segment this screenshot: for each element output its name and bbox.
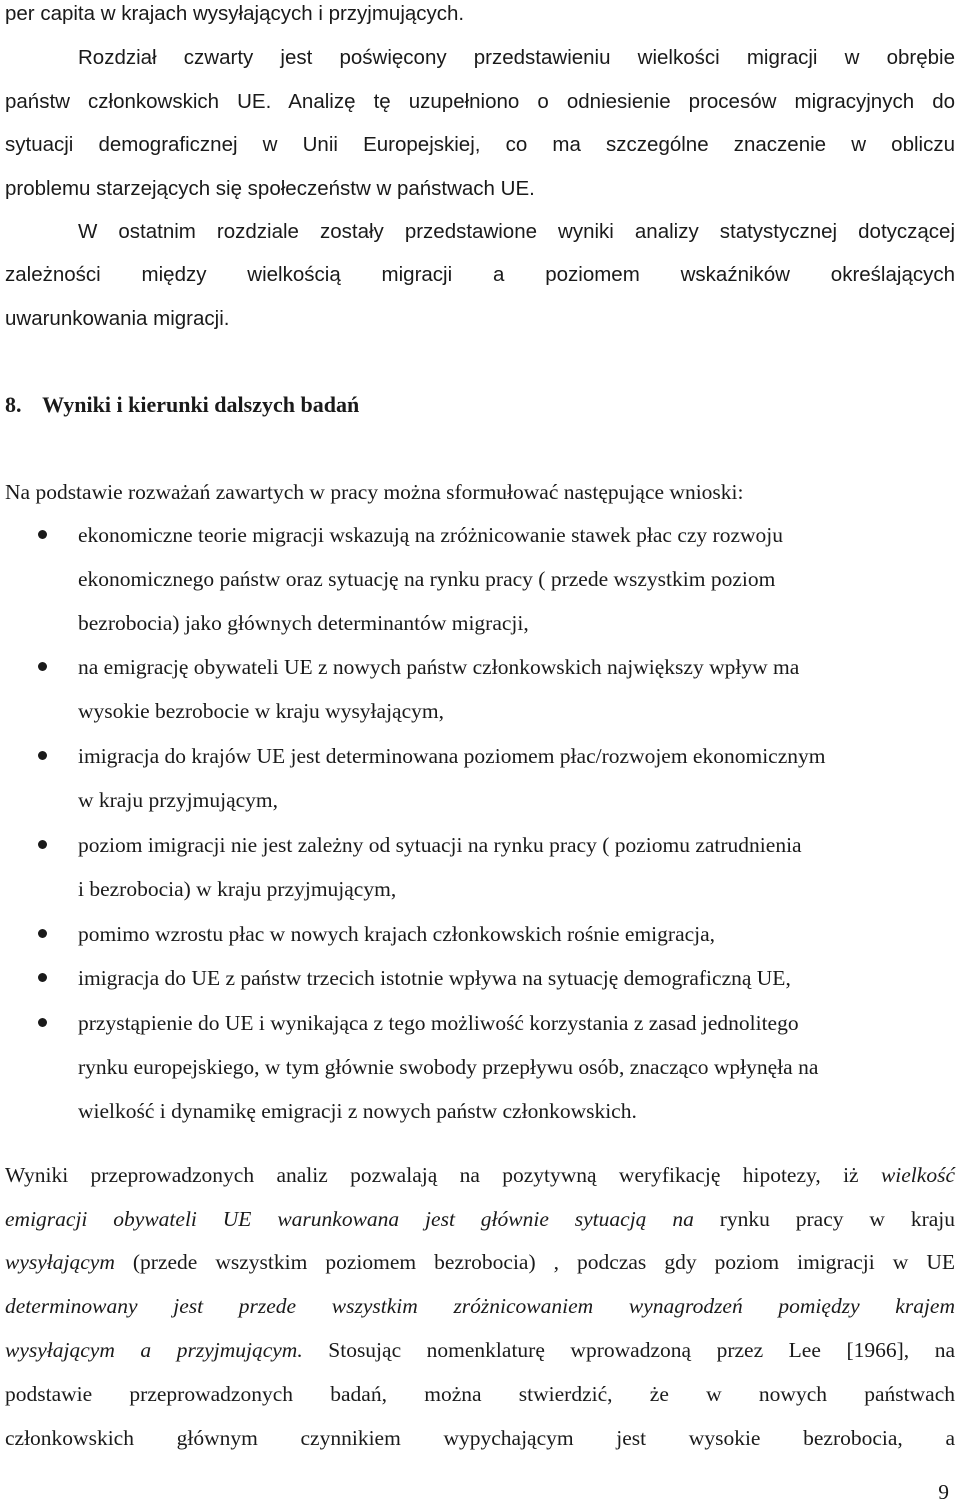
- list-item-line: przystąpienie do UE i wynikająca z tego możliwość korzystania z zasad jednolitego: [78, 1011, 799, 1035]
- final-line-3-italic: wysyłającym: [5, 1250, 115, 1274]
- list-item-line: imigracja do UE z państw trzecich istotnie wpływa na sytuację demograficzną UE,: [78, 966, 791, 990]
- bullet-icon: [38, 973, 47, 982]
- final-line-4: determinowany jest przede wszystkim zróżnicowaniem wynagrodzeń pomiędzy krajem: [5, 1294, 955, 1318]
- final-line-5: [5, 1340, 955, 1362]
- list-item-line: na emigrację obywateli UE z nowych państw członkowskich największy wpływ ma: [78, 655, 800, 679]
- final-line-3: [5, 1252, 955, 1274]
- final-line-1-italic: wielkość: [880, 1163, 955, 1187]
- conclusions-intro: Na podstawie rozważań zawartych w pracy można sformułować następujące wnioski:: [5, 480, 744, 504]
- section-number: 8.: [5, 392, 22, 417]
- final-line-2: [5, 1209, 955, 1231]
- bullet-icon: [38, 530, 47, 539]
- list-item-line: wysokie bezrobocie w kraju wysyłającym,: [78, 699, 444, 723]
- bullet-icon: [38, 840, 47, 849]
- last-chapter-line-1: W ostatnim rozdziale zostały przedstawione wyniki analizy statystycznej dotyczącej: [78, 220, 955, 243]
- section-heading: [5, 394, 955, 416]
- final-line-1: [5, 1165, 955, 1187]
- bullet-icon: [38, 662, 47, 671]
- list-item-line: i bezrobocia) w kraju przyjmującym,: [78, 877, 397, 901]
- final-line-3-text: (przede wszystkim poziomem bezrobocia) , podczas gdy poziom imigracji w UE: [114, 1250, 955, 1274]
- bullet-icon: [38, 1018, 47, 1027]
- chapter4-line-4: problemu starzejących się społeczeństw w państwach UE.: [5, 177, 535, 200]
- list-item-line: bezrobocia) jako głównych determinantów migracji,: [78, 611, 529, 635]
- final-line-2-italic: emigracji obywateli UE warunkowana jest głównie sytuacją na: [5, 1207, 720, 1231]
- list-item-line: ekonomicznego państw oraz sytuację na rynku pracy ( przede wszystkim poziom: [78, 567, 776, 591]
- chapter4-line-1: Rozdział czwarty jest poświęcony przedstawieniu wielkości migracji w obrębie: [78, 46, 955, 69]
- bullet-icon: [38, 929, 47, 938]
- list-item-line: ekonomiczne teorie migracji wskazują na zróżnicowanie stawek płac czy rozwoju: [78, 523, 784, 547]
- last-chapter-line-2: zależności między wielkością migracji a poziomem wskaźników określających: [5, 263, 955, 286]
- list-item-line: pomimo wzrostu płac w nowych krajach członkowskich rośnie emigracja,: [78, 922, 716, 946]
- list-item-line: imigracja do krajów UE jest determinowana poziomem płac/rozwojem ekonomicznym: [78, 744, 826, 768]
- section-title: Wyniki i kierunki dalszych badań: [42, 392, 360, 417]
- chapter4-line-3: sytuacji demograficznej w Unii Europejskiej, co ma szczególne znaczenie w obliczu: [5, 133, 955, 156]
- final-line-6: podstawie przeprowadzonych badań, można stwierdzić, że w nowych państwach: [5, 1382, 955, 1406]
- final-line-5-text: Stosując nomenklaturę wprowadzoną przez Lee [1966], na: [302, 1338, 955, 1362]
- list-item-line: wielkość i dynamikę emigracji z nowych państw członkowskich.: [78, 1099, 637, 1123]
- final-line-1-text: Wyniki przeprowadzonych analiz pozwalają na pozytywną weryfikację hipotezy, iż: [5, 1163, 881, 1187]
- list-item-line: w kraju przyjmującym,: [78, 788, 279, 812]
- last-chapter-line-3: uwarunkowania migracji.: [5, 307, 230, 330]
- final-line-5-italic: wysyłającym a przyjmującym.: [5, 1338, 303, 1362]
- final-line-2-text: rynku pracy w kraju: [719, 1207, 955, 1231]
- intro-tail-line: per capita w krajach wysyłających i przyjmujących.: [5, 2, 465, 25]
- list-item-line: rynku europejskiego, w tym głównie swobody przepływu osób, znacząco wpłynęła na: [78, 1055, 819, 1079]
- final-line-7: członkowskich głównym czynnikiem wypychającym jest wysokie bezrobocia, a: [5, 1426, 955, 1450]
- list-item-line: poziom imigracji nie jest zależny od sytuacji na rynku pracy ( poziomu zatrudnienia: [78, 833, 802, 857]
- page-number: 9: [938, 1480, 949, 1504]
- chapter4-line-2: państw członkowskich UE. Analizę tę uzupełniono o odniesienie procesów migracyjnych do: [5, 90, 955, 113]
- bullet-icon: [38, 751, 47, 760]
